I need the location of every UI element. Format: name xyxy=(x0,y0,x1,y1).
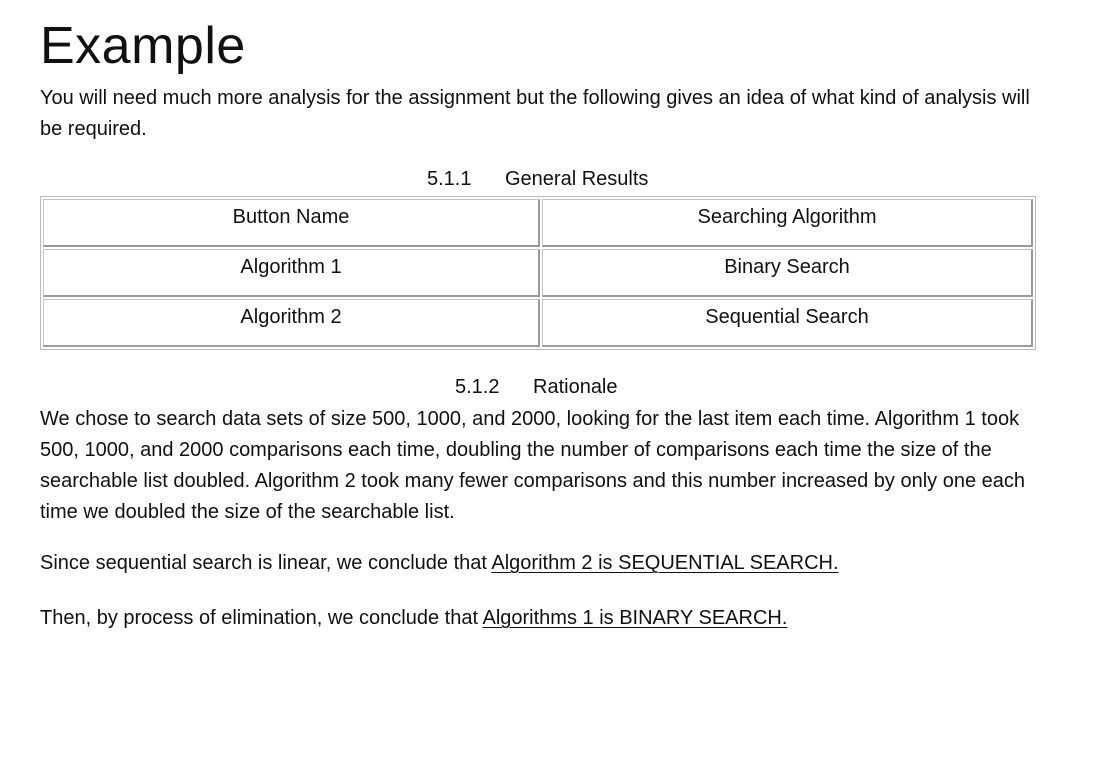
conclusion-text: Then, by process of elimination, we conclude that xyxy=(40,607,483,629)
section-title: Rationale xyxy=(533,376,618,398)
page-title: Example xyxy=(40,17,246,75)
table-header-row xyxy=(43,199,1033,247)
section-title: General Results xyxy=(505,168,649,190)
table-header-cell: Button Name xyxy=(43,199,540,247)
section-heading-rationale xyxy=(455,375,618,399)
table-row xyxy=(43,299,1033,347)
table-header-cell: Searching Algorithm xyxy=(542,199,1033,247)
table-cell: Algorithm 1 xyxy=(43,249,540,297)
results-table xyxy=(40,196,1036,350)
intro-paragraph: You will need much more analysis for the assignment but the following gives an idea of what kind of analysis will be required. xyxy=(40,87,1030,140)
table-cell: Binary Search xyxy=(542,249,1033,297)
section-heading-general-results xyxy=(427,167,648,191)
conclusion-paragraph xyxy=(40,603,1040,634)
table-row xyxy=(43,249,1033,297)
table-cell: Sequential Search xyxy=(542,299,1033,347)
conclusion-paragraph xyxy=(40,548,1040,579)
conclusion-text: Since sequential search is linear, we conclude that xyxy=(40,552,492,574)
section-number: 5.1.2 xyxy=(455,376,500,398)
table-cell: Algorithm 2 xyxy=(43,299,540,347)
rationale-paragraph: We chose to search data sets of size 500, 1000, and 2000, looking for the last item each time. Algorithm 1 took 500, 1000, and 2000 comparisons each time, doubling the number of comparisons each time the size of the searchable list doubled. Algorithm 2 took many fewer comparisons and this number increased by only one each time we doubled the size of the searchable list. xyxy=(40,408,1025,523)
conclusion-underlined: Algorithm 2 is SEQUENTIAL SEARCH. xyxy=(491,552,839,574)
section-number: 5.1.1 xyxy=(427,168,472,190)
conclusion-underlined: Algorithms 1 is BINARY SEARCH. xyxy=(482,607,788,629)
